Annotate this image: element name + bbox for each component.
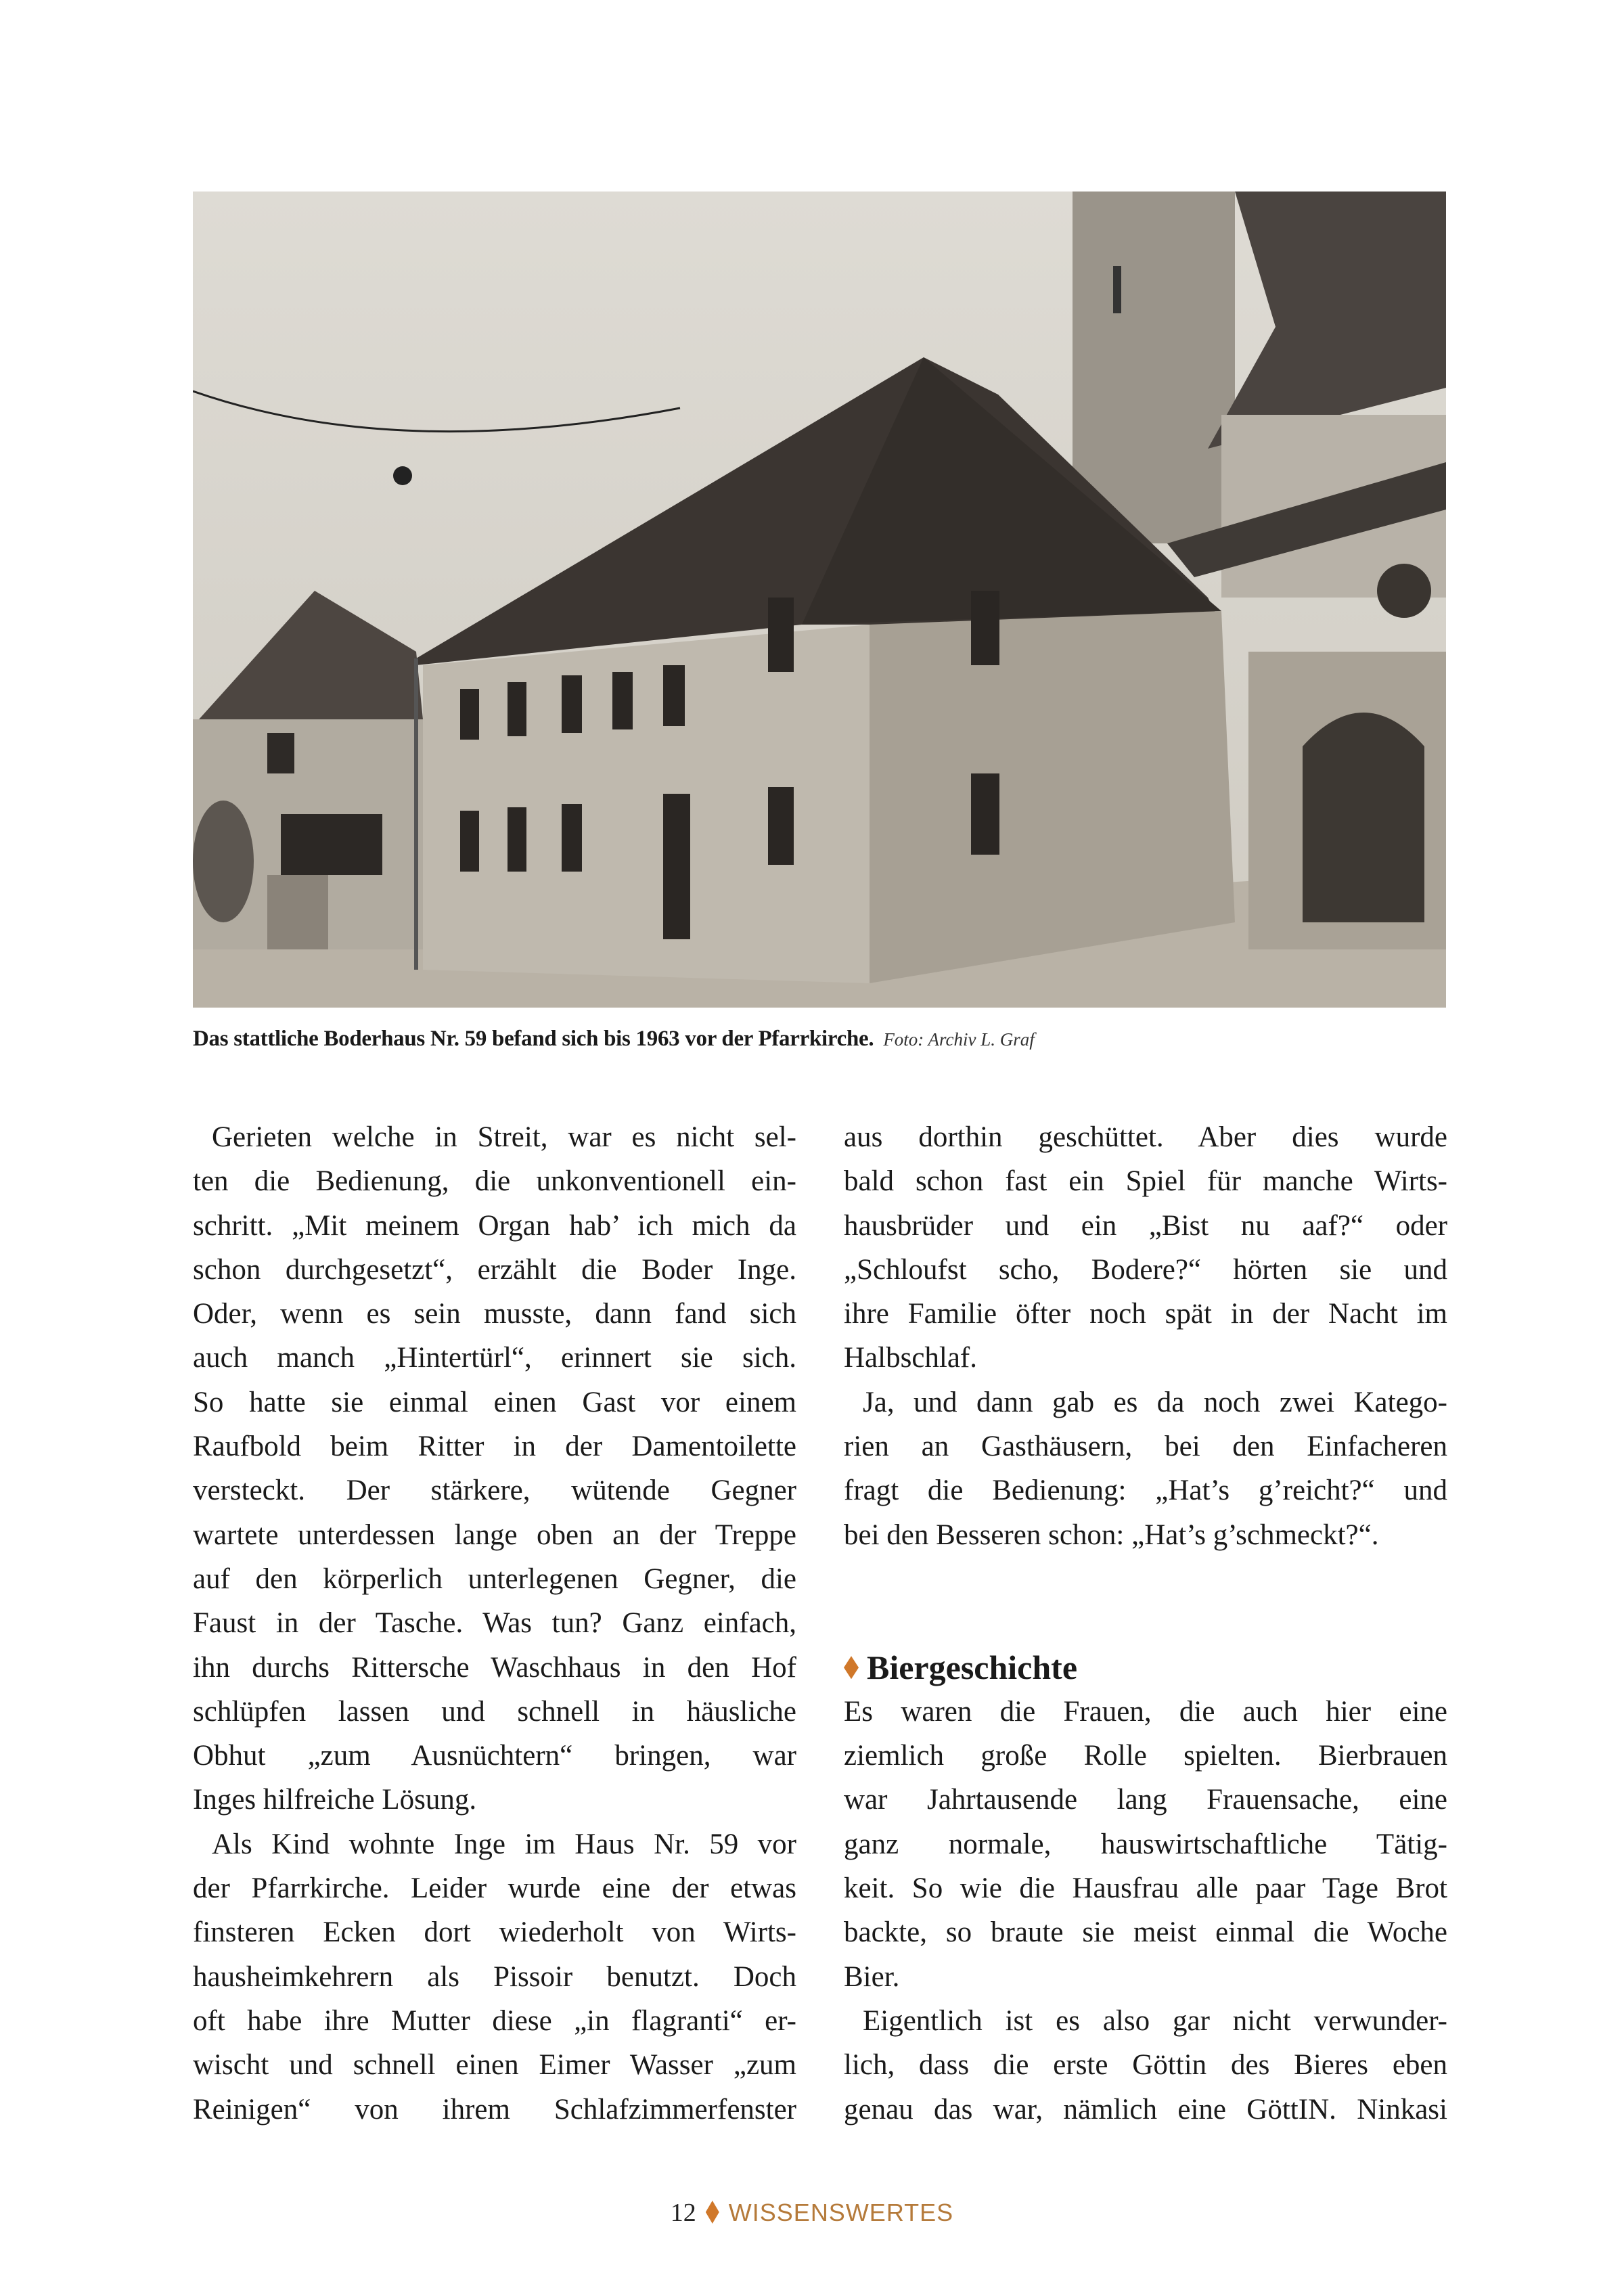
text-line: ihn durchs Rittersche Waschhaus in den Hof (193, 1651, 796, 1684)
page-footer (0, 2192, 1624, 2233)
diamond-icon (706, 2201, 719, 2224)
text-line: schlüpfen lassen und schnell in häusliche (193, 1695, 796, 1728)
text-line: Oder, wenn es sein musste, dann fand sich (193, 1298, 796, 1330)
text-line: auch manch „Hintertürl“, erinnert sie sich. (193, 1342, 796, 1374)
paragraph (844, 1380, 1447, 1557)
text-line: fragt die Bedienung: „Hat’s g’reicht?“ und (844, 1475, 1447, 1507)
text-line: wartete unterdessen lange oben an der Treppe (193, 1519, 796, 1551)
text-column-right (844, 1115, 1447, 2132)
section-heading (844, 1646, 1447, 1690)
text-line: hausheimkehrern als Pissoir benutzt. Doch (193, 1960, 796, 1993)
text-column-left (193, 1115, 796, 2132)
text-line: oft habe ihre Mutter diese „in flagranti“ er- (193, 2004, 796, 2037)
page-number: 12 (670, 2199, 696, 2227)
diamond-icon (844, 1656, 859, 1679)
text-line: Eigentlich ist es also gar nicht verwunder- (863, 2004, 1447, 2037)
heading-text: Biergeschichte (867, 1648, 1078, 1686)
spacer (844, 1601, 1447, 1645)
text-line: Bier. (844, 1960, 900, 1993)
text-line: auf den körperlich unterlegenen Gegner, die (193, 1562, 796, 1595)
text-line: finsteren Ecken dort wiederholt von Wirts- (193, 1916, 796, 1949)
text-line: Halbschlaf. (844, 1342, 978, 1374)
paragraph (844, 1115, 1447, 1380)
text-line: ziemlich große Rolle spielten. Bierbrauen (844, 1740, 1447, 1772)
text-line: lich, dass die erste Göttin des Bieres eben (844, 2049, 1447, 2082)
text-line: Gerieten welche in Streit, war es nicht sel- (212, 1121, 796, 1153)
text-line: Als Kind wohnte Inge im Haus Nr. 59 vor (212, 1828, 796, 1860)
caption-text: Das stattliche Boderhaus Nr. 59 befand sich bis 1963 vor der Pfarrkirche. (193, 1027, 874, 1051)
text-line: war Jahrtausende lang Frauensache, eine (844, 1784, 1447, 1816)
text-line: Es waren die Frauen, die auch hier eine (844, 1695, 1447, 1728)
text-line: der Pfarrkirche. Leider wurde eine der etwas (193, 1872, 796, 1905)
text-line: wischt und schnell einen Eimer Wasser „zum (193, 2049, 796, 2082)
paragraph (844, 1999, 1447, 2132)
text-line: versteckt. Der stärkere, wütende Gegner (193, 1475, 796, 1507)
text-line: backte, so braute sie meist einmal die Woche (844, 1916, 1447, 1949)
text-line: schritt. „Mit meinem Organ hab’ ich mich da (193, 1209, 796, 1242)
text-line: genau das war, nämlich eine GöttIN. Ninkasi (844, 2093, 1447, 2126)
text-line: hausbrüder und ein „Bist nu aaf?“ oder (844, 1209, 1447, 1242)
spacer (844, 1557, 1447, 1601)
text-line: rien an Gasthäusern, bei den Einfacheren (844, 1431, 1447, 1463)
historical-photo-boderhaus (193, 192, 1446, 1008)
text-line: ten die Bedienung, die unkonventionell ein- (193, 1165, 796, 1198)
photo-caption (193, 1015, 1446, 1063)
paragraph (193, 1115, 796, 1822)
text-line: schon durchgesetzt“, erzählt die Boder Inge. (193, 1253, 796, 1286)
text-line: ihre Familie öfter noch spät in der Nacht im (844, 1298, 1447, 1330)
section-title: WISSENSWERTES (728, 2199, 954, 2226)
text-line: Obhut „zum Ausnüchtern“ bringen, war (193, 1740, 796, 1772)
text-line: So hatte sie einmal einen Gast vor einem (193, 1386, 796, 1418)
text-line: Faust in der Tasche. Was tun? Ganz einfach, (193, 1607, 796, 1640)
text-line: Raufbold beim Ritter in der Damentoilette (193, 1431, 796, 1463)
text-line: keit. So wie die Hausfrau alle paar Tage Brot (844, 1872, 1447, 1905)
text-line: ganz normale, hauswirtschaftliche Tätig- (844, 1828, 1447, 1860)
photo-credit: Foto: Archiv L. Graf (883, 1029, 1035, 1050)
text-line: bei den Besseren schon: „Hat’s g’schmeckt?“. (844, 1519, 1379, 1551)
paragraph (193, 1822, 796, 2132)
text-line: Inges hilfreiche Lösung. (193, 1784, 477, 1816)
text-line: bald schon fast ein Spiel für manche Wirts- (844, 1165, 1447, 1198)
text-line: „Schloufst scho, Bodere?“ hörten sie und (844, 1253, 1447, 1286)
text-line: Ja, und dann gab es da noch zwei Katego- (863, 1386, 1447, 1418)
text-line: Reinigen“ von ihrem Schlafzimmerfenster (193, 2093, 796, 2126)
text-line: aus dorthin geschüttet. Aber dies wurde (844, 1121, 1447, 1153)
paragraph (844, 1690, 1447, 1999)
